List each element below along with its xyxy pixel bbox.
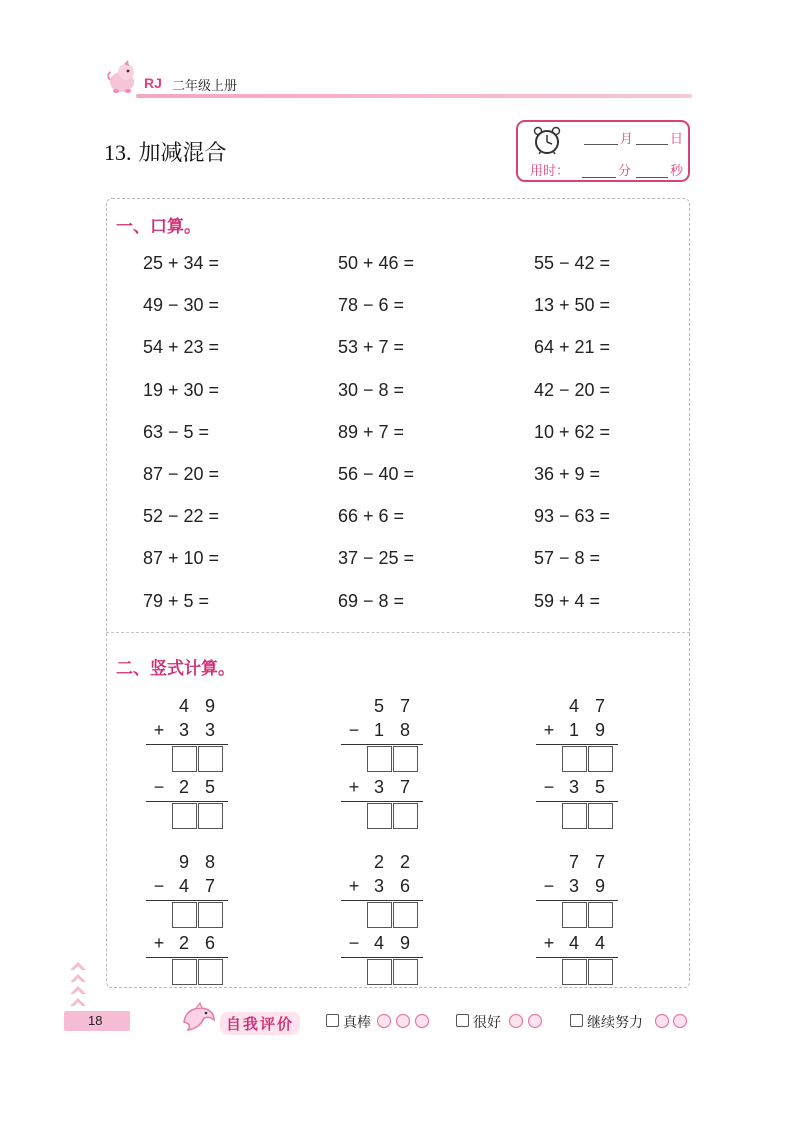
- answer-box[interactable]: [393, 746, 418, 772]
- oral-equation: 13 + 50 =: [534, 295, 611, 316]
- answer-box[interactable]: [367, 803, 392, 829]
- digit: 4: [594, 933, 605, 953]
- answer-box[interactable]: [172, 959, 197, 985]
- mascot-icon: [104, 60, 140, 96]
- oral-equation: 69 − 8 =: [338, 590, 405, 611]
- second-label: 秒: [670, 164, 684, 179]
- oral-equation: 59 + 4 =: [534, 590, 601, 611]
- date-time-box: [516, 120, 690, 182]
- operator: −: [348, 720, 360, 740]
- operator: −: [348, 933, 360, 953]
- digit: 8: [399, 720, 410, 740]
- digit: 5: [594, 777, 605, 797]
- digit: 5: [373, 696, 384, 716]
- oral-equation: 36 + 9 =: [534, 464, 601, 484]
- sum-line: [536, 957, 618, 958]
- oral-equation: 79 + 5 =: [143, 590, 210, 611]
- digit: 9: [594, 720, 605, 740]
- day-blank[interactable]: [636, 131, 668, 145]
- alarm-clock-icon: [532, 126, 562, 156]
- lesson-title: 加减混合: [138, 141, 227, 166]
- answer-box[interactable]: [198, 902, 223, 928]
- digit: 9: [178, 852, 189, 872]
- checkbox-good[interactable]: [456, 1014, 469, 1027]
- sum-line: [146, 900, 228, 901]
- day-label: 日: [670, 132, 684, 147]
- minute-blank[interactable]: [582, 164, 616, 178]
- answer-box[interactable]: [562, 959, 587, 985]
- oral-equation: 57 − 8 =: [534, 548, 601, 569]
- answer-box[interactable]: [367, 902, 392, 928]
- section-title-vertical: 二、竖式计算。: [116, 659, 235, 679]
- option-keep-trying: 继续努力: [587, 1015, 643, 1031]
- smile-face-icon: [654, 1013, 688, 1029]
- digit: 4: [373, 933, 384, 953]
- answer-box[interactable]: [172, 803, 197, 829]
- digit: 2: [178, 933, 189, 953]
- operator: −: [153, 876, 165, 896]
- section-divider: [106, 632, 690, 633]
- oral-equation: 25 + 34 =: [143, 253, 220, 273]
- answer-box[interactable]: [588, 959, 613, 985]
- sum-line: [341, 900, 423, 901]
- digit: 9: [399, 933, 410, 953]
- oral-equation: 63 − 5 =: [143, 421, 210, 442]
- page-header: [100, 58, 690, 100]
- checkbox-keep-trying[interactable]: [570, 1014, 583, 1027]
- oral-equation: 54 + 23 =: [143, 337, 220, 358]
- digit: 9: [204, 696, 215, 716]
- smile-faces-icon: [508, 1013, 544, 1029]
- option-great: 真棒: [343, 1015, 371, 1031]
- oral-equation: 52 − 22 =: [143, 506, 220, 527]
- digit: 7: [594, 696, 605, 716]
- oral-equation: 89 + 7 =: [338, 421, 405, 442]
- sum-line: [146, 801, 228, 802]
- lesson-number: 13.: [104, 140, 132, 165]
- digit: 8: [204, 852, 215, 872]
- digit: 2: [178, 777, 189, 797]
- answer-box[interactable]: [198, 746, 223, 772]
- oral-equation: 64 + 21 =: [534, 337, 611, 358]
- answer-box[interactable]: [393, 803, 418, 829]
- oral-equation: 42 − 20 =: [534, 379, 611, 400]
- oral-equation: 66 + 6 =: [338, 506, 405, 527]
- self-evaluation-label: 自我评价: [220, 1012, 300, 1035]
- operator: −: [153, 777, 165, 797]
- digit: 3: [568, 777, 579, 797]
- digit: 9: [594, 876, 605, 896]
- answer-box[interactable]: [562, 803, 587, 829]
- sum-line: [536, 801, 618, 802]
- operator: +: [153, 933, 165, 953]
- oral-equation: 10 + 62 =: [534, 421, 611, 442]
- answer-box[interactable]: [198, 803, 223, 829]
- digit: 7: [204, 876, 215, 896]
- digit: 2: [399, 852, 410, 872]
- sum-line: [146, 957, 228, 958]
- digit: 7: [399, 696, 410, 716]
- oral-equation: 87 + 10 =: [143, 548, 220, 569]
- oral-equation: 78 − 6 =: [338, 295, 405, 316]
- smile-faces-icon: [376, 1013, 430, 1029]
- digit: 3: [568, 876, 579, 896]
- oral-equation: 49 − 30 =: [143, 295, 220, 316]
- oral-equation: 87 − 20 =: [143, 464, 220, 484]
- month-blank[interactable]: [584, 131, 618, 145]
- digit: 1: [568, 720, 579, 740]
- digit: 3: [373, 876, 384, 896]
- digit: 1: [373, 720, 384, 740]
- up-arrows-icon: [68, 958, 88, 1010]
- second-blank[interactable]: [636, 164, 668, 178]
- answer-box[interactable]: [562, 746, 587, 772]
- publisher-code: RJ: [144, 75, 162, 91]
- oral-equation: 93 − 63 =: [534, 506, 611, 527]
- operator: +: [543, 933, 555, 953]
- answer-box[interactable]: [393, 959, 418, 985]
- oral-equation: 37 − 25 =: [338, 548, 415, 569]
- digit: 2: [373, 852, 384, 872]
- answer-box[interactable]: [367, 746, 392, 772]
- sum-line: [536, 900, 618, 901]
- oral-equation: 30 − 8 =: [338, 379, 405, 400]
- page-number: 18: [88, 1013, 103, 1028]
- option-good: 很好: [473, 1015, 501, 1031]
- operator: −: [543, 777, 555, 797]
- answer-box[interactable]: [393, 902, 418, 928]
- digit: 5: [204, 777, 215, 797]
- operator: +: [348, 777, 360, 797]
- oral-equation: 55 − 42 =: [534, 253, 611, 273]
- answer-box[interactable]: [562, 902, 587, 928]
- sum-line: [536, 744, 618, 745]
- operator: +: [543, 720, 555, 740]
- sum-line: [341, 744, 423, 745]
- digit: 4: [178, 696, 189, 716]
- operator: +: [153, 720, 165, 740]
- oral-equation: 50 + 46 =: [338, 253, 415, 273]
- operator: −: [543, 876, 555, 896]
- digit: 7: [568, 852, 579, 872]
- grade-label: 二年级上册: [172, 79, 238, 94]
- answer-box[interactable]: [588, 746, 613, 772]
- digit: 7: [399, 777, 410, 797]
- operator: +: [348, 876, 360, 896]
- digit: 7: [594, 852, 605, 872]
- digit: 6: [399, 876, 410, 896]
- section-title-oral: 一、口算。: [116, 217, 201, 237]
- answer-box[interactable]: [172, 746, 197, 772]
- digit: 4: [568, 696, 579, 716]
- oral-equation: 19 + 30 =: [143, 379, 220, 400]
- oral-equation: 53 + 7 =: [338, 337, 405, 358]
- answer-box[interactable]: [367, 959, 392, 985]
- header-rule: [136, 94, 692, 98]
- sum-line: [341, 801, 423, 802]
- answer-box[interactable]: [198, 959, 223, 985]
- oral-equation: 56 − 40 =: [338, 464, 415, 484]
- digit: 4: [568, 933, 579, 953]
- digit: 3: [178, 720, 189, 740]
- answer-box[interactable]: [172, 902, 197, 928]
- month-label: 月: [620, 132, 634, 147]
- dolphin-icon: [180, 1002, 218, 1036]
- time-used-label: 用时：: [530, 164, 570, 179]
- digit: 4: [178, 876, 189, 896]
- checkbox-great[interactable]: [326, 1014, 339, 1027]
- sum-line: [341, 957, 423, 958]
- digit: 3: [373, 777, 384, 797]
- sum-line: [146, 744, 228, 745]
- answer-box[interactable]: [588, 803, 613, 829]
- digit: 6: [204, 933, 215, 953]
- minute-label: 分: [618, 164, 632, 179]
- digit: 3: [204, 720, 215, 740]
- answer-box[interactable]: [588, 902, 613, 928]
- page-title: [104, 136, 227, 167]
